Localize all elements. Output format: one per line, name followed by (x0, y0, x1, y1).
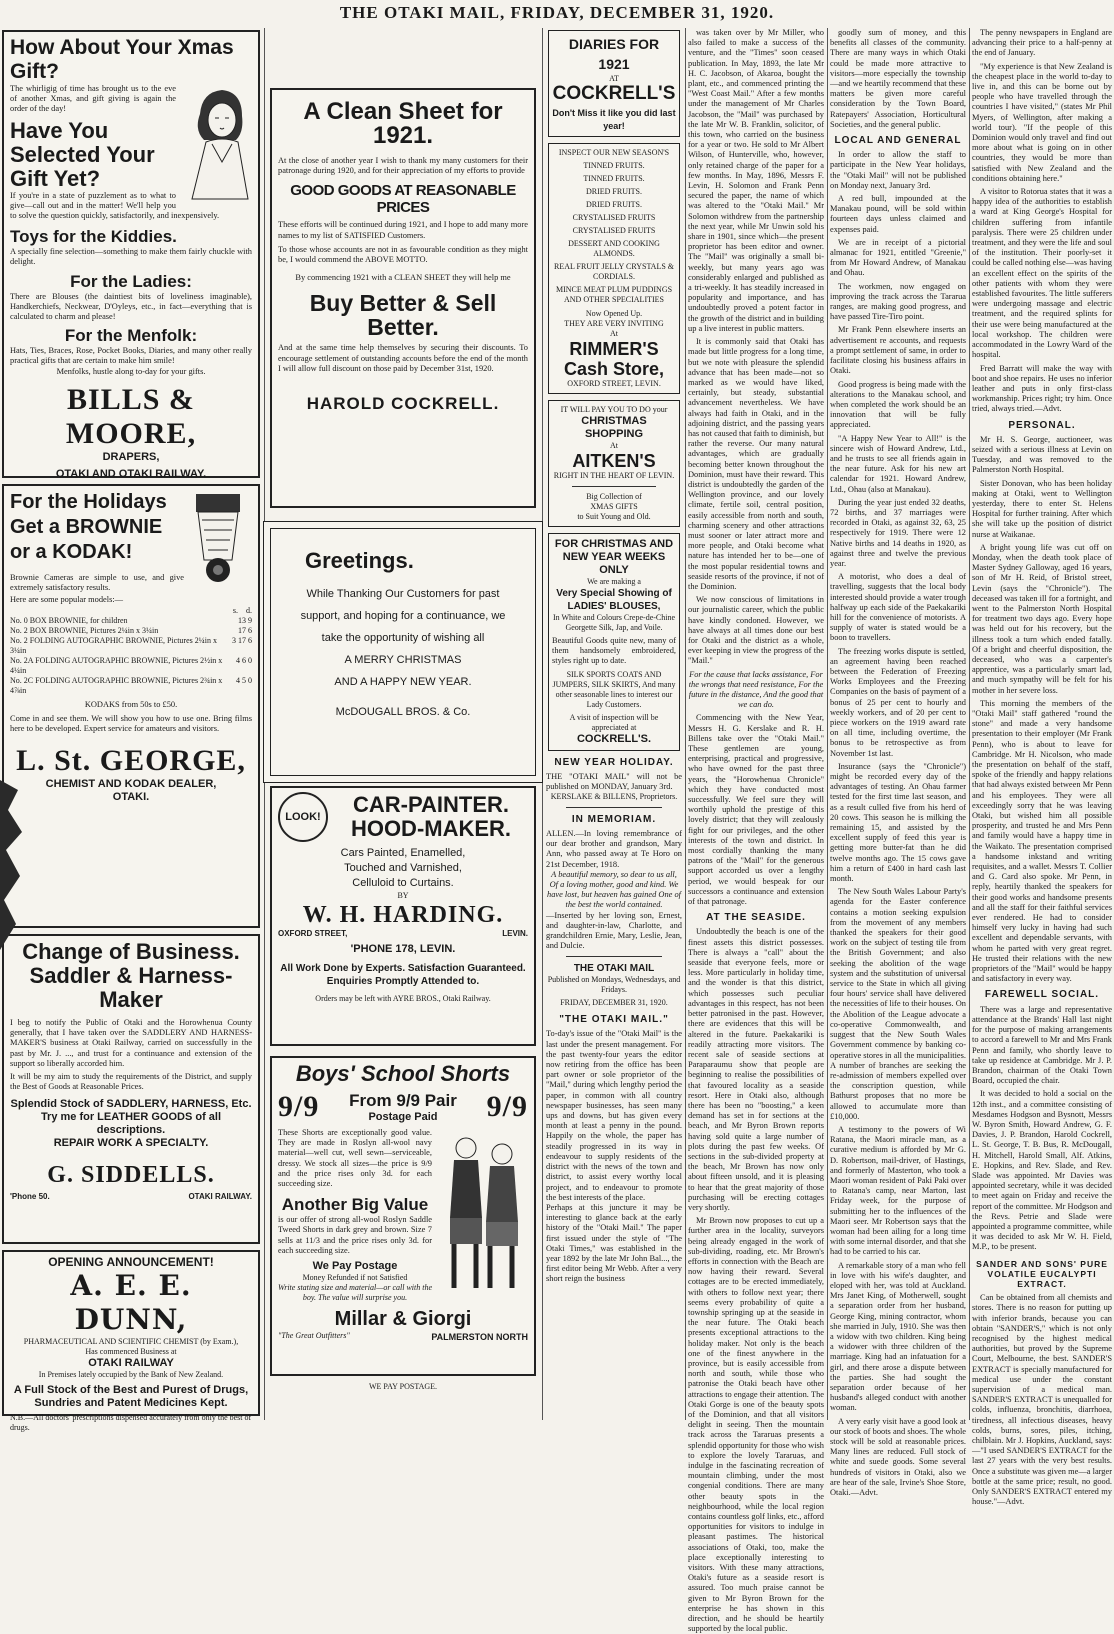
editorial-heading: "THE OTAKI MAIL." (559, 1014, 669, 1026)
harding-enquiries: Enquiries Promptly Attended to. (326, 976, 480, 987)
rimmer-store: Cash Store, (563, 359, 665, 379)
divider (566, 807, 662, 808)
personal-heading: PERSONAL. (1008, 419, 1076, 431)
column-rule (264, 28, 265, 1420)
harding-advert (270, 786, 536, 1046)
rimmer-item: DRIED FRUITS. (585, 187, 642, 196)
mcdougall-greetings-advert (270, 528, 536, 776)
camera-model-name: No. 2A FOLDING AUTOGRAPHIC BROWNIE, Pictures 2½in x 4¼in (10, 655, 223, 675)
millar-giorgi-advert (270, 1056, 536, 1376)
page-footer: WE PAY POSTAGE. (368, 1382, 438, 1391)
diaries-miss: Don't Miss it like you did last year! (552, 108, 676, 131)
col-pence: d. (246, 605, 252, 615)
column-1 (0, 28, 262, 1432)
article-para: A motorist, who does a deal of travelling, suggests that the local body interested should provide a water trough halfway up each side of the Paekakariki hill for the convenience of motorists. A supply of water is stated would be a boon to travellers. (830, 572, 966, 643)
price-postage: Postage Paid (368, 1110, 438, 1123)
dunn-stock: A Full Stock of the Best and Purest of Drugs, Sundries and Patent Medicines Kept. (13, 1384, 249, 1409)
harding-line-3: Celluloid to Curtains. (352, 877, 454, 889)
siddells-footer (10, 1192, 252, 1202)
advert-motto: Buy Better & Sell Better. (309, 290, 497, 341)
article-para: A red bull, impounded at the Manakau pound, will be sold within fourteen days unless claimed and expenses paid. (830, 194, 966, 234)
camera-model-price: 13 9 (238, 615, 252, 625)
article-para: Insurance (says the "Chronicle") might be recorded every day of the advantages of testing. An Ohau farmer tested for the first time last season, and as a result culled five from his herd of 20 cows. This season he is milking the remaining 15, and assisted by the excellent supply of feed this year is getting more butter-fat than he did twelve months ago. The 15 cows gave him a return of £400 in hard cash last month. (830, 761, 966, 884)
price-right: 9/9 (486, 1090, 528, 1123)
rimmer-at: At (610, 329, 618, 338)
cockrell-clean-sheet-advert (270, 88, 536, 508)
leather-line: Try me for LEATHER GOODS of all descriptions. (40, 1111, 222, 1137)
harding-phone: 'PHONE 178, LEVIN. (350, 943, 456, 955)
boys-illustration (438, 1128, 528, 1298)
camera-price-list (10, 616, 252, 696)
article-para: Can be obtained from all chemists and stores. There is no reason for putting up with inferior brands, because you can obtain "SANDER'S," which is not only recognised by the highest medical authorities, but proved by the Supreme Court, Melbourne, the best. SANDER'S EXTRACT is specially manufactured for medical use under the constant supervision of a medical man. SANDER'S EXTRACT is unequalled for colds, influenza, bronchitis, diarrhoea, tiredness, all infectious diseases, heavy colds, burns, sores, piles, itching, chilblain. Mr J. Hopkins, Auckland, says:—"I used SANDER'S EXTRACT for the last 27 years with the very best results. Once a substitute was given me—a larger bottle at the same price; result, no good. Only SANDER'S EXTRACT entered my house."—Advt. (972, 1293, 1112, 1507)
advert-headline: How About Your Xmas Gift? (10, 36, 234, 83)
article-para: "My experience is that New Zealand is the cheapest place in the world to-day to live in, and this can be borne out by people who have travelled through the countries I have visited," (states Mr Phil Myers, of Wellington, after making a world tour). "If the people of this Dominion would only travel and find out more about what is going on in other countries, they would be more than satisfied with New Zealand and the conditions obtaining here." (972, 61, 1112, 183)
greeting-line-5: AND A HAPPY NEW YEAR. (334, 676, 472, 688)
column-rule (969, 28, 970, 1420)
rimmer-item: TINNED FRUITS. (583, 161, 645, 170)
aitken-advert (548, 400, 680, 527)
advert-outro: Come in and see them. We will show you how to use one. Bring films here to be developed. Expert service for amateurs and visitors. (10, 713, 252, 734)
millar-refund: Money Refunded if not Satisfied (302, 1273, 408, 1283)
memoriam-heading: IN MEMORIAM. (571, 814, 657, 826)
article-para: Mr H. S. George, auctioneer, was seized with a serious illness at Levin on Tuesday, and was removed to the Palmerston North Hospital. (972, 434, 1112, 475)
rimmer-opened: Now Opened Up. (585, 309, 643, 318)
article-para: Sister Donovan, who has been holiday making at Otaki, went to Wellington yesterday, there to enter St. Helens Hospital for further training. After which she will take up the position of district nurse at Waikanae. (972, 478, 1112, 539)
rimmer-items (552, 161, 676, 305)
diaries-name: COCKRELL'S (552, 83, 676, 104)
article-para: The freezing works dispute is settled, an agreement having been reached between the Federation of Freezing Works Employees and the Freezing Companies on the basis of payment of a bonus of 25 per cent to hourly and weekly workers, and of 20 per cent to piece workers on the 1919 award rate on all time, including overtime, the bonus to be retrospective as from November 1st last. (830, 646, 966, 758)
millar-town: PALMERSTON NORTH (431, 1332, 528, 1343)
ladies-heading: For the Ladies: (70, 271, 192, 291)
rimmer-inviting: THEY ARE VERY INVITING (564, 319, 664, 328)
article-para: A bright young life was cut off on Monday, when the death took place of Master Sydney Galloway, aged 16 years, son of Mr H. Reid, of Bristol street, Levin (says the "Chronicle"). The deceased was taken ill for a fortnight, and went to the Palmerston North Hospital for treatment two days ago. Every hope was held out for his recovery, but the illness took a turn which ended fatally. Of a bright and cheerful disposition, the deceased, who was a carpenter's apprentice, was a particularly smart lad, and much sympathy will be felt for his mother in her severe loss. (972, 542, 1112, 695)
repair-line: REPAIR WORK A SPECIALTY. (53, 1137, 209, 1150)
aitken-name: AITKEN'S (572, 451, 656, 471)
column-4 (688, 28, 824, 1634)
sander-heading: SANDER AND SONS' PURE VOLATILE EUCALYPTI EXTRACT. (976, 1258, 1108, 1289)
harding-line-1: Cars Painted, Enamelled, (340, 847, 466, 859)
aitken-big: Big Collection of (586, 492, 642, 501)
memoriam-verse: A beautiful memory, so dear to us all, Of a loving mother, good and kind. We have lost, but heaven has gained One of the best the world contained. (547, 869, 681, 910)
article-para: A visitor to Rotorua states that it was a happy idea of the authorities to establish a ward at King George's Hospital for children suffering from infantile paralysis. There were 25 children under treatment, and they were the life and soul of the institution. Their poorly-set it could be called nothing else—was having an excellent effect on the spirits of the other patients with whom they were established favourites. The little sufferers were undergoing massage and electric treatment, and the required splints for their use were being manufactured at the local workshop. The children were accommodated in the Lowry Ward of the hospital. (972, 187, 1112, 360)
aitken-gifts: XMAS GIFTS (590, 502, 638, 511)
blouses-advert (548, 533, 680, 751)
advert-para-4: By commencing 1921 with a CLEAN SHEET they will help me (295, 273, 511, 283)
article-para: goodly sum of money, and this benefits all classes of the community. There are many ways in which Otaki could be made more attractive to visitors—more especially the township—and we heartily recommend that these matters be given more careful consideration by the Town Board, Ratepayers' Association, Horticultural Societies, and the general public. (830, 28, 966, 129)
woman-illustration (182, 84, 252, 199)
col-shillings: s. (232, 605, 238, 615)
mail-heading: THE OTAKI MAIL (573, 963, 655, 975)
advert-headline: A Clean Sheet for 1921. (303, 98, 503, 149)
article-verse: For the cause that lacks assistance, For the wrongs that need resistance, For the future in the distance, And the good that we can do. (688, 669, 824, 710)
price-left: 9/9 (278, 1090, 320, 1123)
rimmer-item: MINCE MEAT PLUM PUDDINGS AND OTHER SPECIALITIES (555, 285, 673, 304)
greeting-line-3: take the opportunity of wishing all (321, 632, 485, 644)
article-para: We now conscious of limitations in our journalistic career, which the public have kindly condoned. However, we have always at all times done our best for Otaki and the district as a whole, ever keeping in view the progress of the "Mail." (688, 595, 824, 666)
advert-subheadline: Saddler & Harness-Maker (29, 963, 233, 1012)
harding-name: W. H. HARDING. (302, 902, 504, 928)
dunn-has: Has commenced Business at (85, 1347, 177, 1356)
greeting-line-1: While Thanking Our Customers for past (306, 588, 500, 600)
camera-price-row (10, 676, 252, 696)
column-6 (972, 28, 1112, 1507)
advert-subheadline: GOOD GOODS AT REASONABLE PRICES (290, 182, 516, 217)
advert-headline: For the Holidays Get a BROWNIE or a KODAK! (10, 491, 167, 563)
advert-subheadline: HOOD-MAKER. (350, 816, 512, 841)
rimmer-address: OXFORD STREET, LEVIN. (567, 379, 661, 388)
stock-line: Splendid Stock of SADDLERY, HARNESS, Etc. (10, 1098, 252, 1111)
dunn-name: A. E. E. DUNN, (70, 1269, 192, 1336)
st-george-advert (2, 484, 260, 928)
advert-headline: CAR-PAINTER. (352, 792, 510, 817)
mail-date: FRIDAY, DECEMBER 31, 1920. (560, 998, 668, 1008)
dunn-place: OTAKI RAILWAY (88, 1357, 174, 1369)
camera-model-price: 3 17 6 (232, 635, 252, 645)
column-3 (546, 28, 682, 1420)
models-heading: Here are some popular models:— (10, 595, 124, 605)
siddells-name: G. SIDDELLS. (47, 1162, 215, 1189)
aitken-right: RIGHT IN THE HEART OF LEVIN. (553, 471, 675, 480)
advert-intro: Brownie Cameras are simple to use, and give extremely satisfactory results. (10, 573, 184, 593)
blouses-showing: Very Special Showing of LADIES' BLOUSES, (556, 588, 672, 612)
holiday-text: THE "OTAKI MAIL" will not be published on MONDAY, January 3rd. (546, 771, 682, 791)
st-george-place: OTAKI. (112, 791, 150, 804)
article-para: The workmen, now engaged on improving the track across the Tararua ranges, are making good progress, and have passed Tire-Tiro point. (830, 281, 966, 322)
advert-subheadline: Have You Selected Your Gift Yet? (10, 117, 155, 191)
camera-illustration (188, 490, 252, 590)
price-banner (278, 1090, 528, 1124)
column-rule (827, 28, 828, 1420)
column-rule (542, 28, 543, 1420)
rimmer-item: TINNED FRUITS. (583, 174, 645, 183)
siddells-place: OTAKI RAILWAY. (188, 1192, 252, 1202)
article-para: In order to allow the staff to participate in the New Year holidays, the "Otaki Mail" will not be published on Monday next, January 3rd. (830, 150, 966, 190)
article-para: "A Happy New Year to All!" is the sincere wish of Howard Andrew, Ltd., and he trusts to see all friends again in the near future. Ask for his new art calendar for 1921. Howard Andrew, Ltd., Ohau (also at Manakau). (830, 433, 966, 494)
millar-name: Millar & Giorgi (334, 1308, 472, 1331)
dunn-role: PHARMACEUTICAL AND SCIENTIFIC CHEMIST (by Exam.), (23, 1337, 239, 1346)
bills-moore-name: BILLS & MOORE, (65, 382, 197, 450)
camera-price-row (10, 636, 252, 656)
masthead: THE OTAKI MAIL, FRIDAY, DECEMBER 31, 1920. (339, 3, 775, 22)
millar-subheadline: Another Big Value (281, 1195, 429, 1215)
aitken-suit: to Suit Young and Old. (577, 512, 651, 521)
column-rule (685, 28, 686, 1420)
greeting-line-4: A MERRY CHRISTMAS (344, 654, 462, 666)
article-para: During the year just ended 32 deaths, 72 births, and 37 marriages were recorded in Otaki, as against 32, 63, 25 respectively for 1919. There were 12 Native births and 14 deaths in 1920, as against three and twelve the previous year. (830, 497, 966, 568)
farewell-heading: FAREWELL SOCIAL. (984, 989, 1100, 1001)
advert-headline: FOR CHRISTMAS AND NEW YEAR WEEKS ONLY (554, 538, 674, 576)
dunn-advert (2, 1250, 260, 1432)
blouses-para-1: Beautiful Goods quite new, many of them handsomely embroidered, styles right up to date. (552, 636, 676, 666)
advert-para-3: To those whose accounts are not in as favourable condition as they might be, I would commend the ABOVE MOTTO. (278, 244, 528, 265)
article-para: was taken over by Mr Miller, who also failed to make a success of the venture, and the "Times" soon ceased publication. In May, 1893, the late Mr H. C. Jacobson, of Akaroa, bought the plant, etc., and commenced printing the "West Coast Mail." After a few months under the management of Mr Charles Jacobson, the "Mail" was purchased by the late Mr W. B. Franklin, solicitor, of this town, who carried on the business for a year or two. He sold to Mr Albert Wilson, of Hunterville, who, however, only retained charge of the paper for a few months. In May, 1896, Messrs F. Levin, H. Solomon and Frank Penn secured the paper, the name of which was altered to the "Otaki Mail." Mr Solomon withdrew from the partnership the next year, while Mr Unwin sold his share in 1901, since which—the present proprietor has been editor and owner. The "Mail" was originally a small bi-weekly, but many years ago was considerably enlarged and published as a tri-weekly. It has steadily increased in popularity and importance, and has undoubtedly proved a potent factor in the growth of the district and in building up a live interest in public matters. (688, 28, 824, 333)
millar-para-2: is our offer of strong all-wool Roslyn Saddle Tweed Shorts in dark grey and brown. Size 7 sells at 11/3 and the price rises only 3d. for each succeeding size. (278, 1215, 432, 1255)
harding-street: OXFORD STREET, (278, 929, 348, 938)
blouses-making: We are making a (587, 577, 641, 586)
camera-price-row (10, 616, 252, 626)
advert-intro: The whirligig of time has brought us to the eve of another Xmas, and gift giving is again the order of the day! (10, 84, 176, 114)
siddells-phone: 'Phone 50. (10, 1192, 50, 1202)
bills-moore-place: OTAKI AND OTAKI RAILWAY. (55, 467, 207, 480)
cockrell-name: HAROLD COCKRELL. (306, 394, 500, 414)
advert-para-5: And at the same time help themselves by securing their discounts. To encourage settlement of outstanding accounts before the end of the month I will allow full discount on those paid by December 31st, 1920. (278, 343, 528, 373)
rimmer-item: DESSERT AND COOKING ALMONDS. (568, 239, 660, 258)
harding-address (278, 929, 528, 939)
article-para: This morning the members of the "Otaki Mail" staff gathered "round the stone" and made a very handsome presentation to their employer (Mr Frank Penn), who is about to leave for Cambridge. Mr H. Nicolson, who made the presentation on behalf of the staff, spoke of the friendly and happy relations that had always existed between Mr Penn and his employees. They were all exceedingly sorry that he was leaving Otaki, but wished him all possible prosperity, and trusted he and Mrs Penn and family would have a happy time in the Waikato. The presentation comprised a handsome inkstand and writing requisites, and a wallet. Messrs T. Collier and G. Card also spoke. Mr Penn, in reply, heartily thanked the speakers for their good works and handsome presents and all the staff for their faithful services ever rendered. He had to consider himself very lucky in having had such excellent and dependable servants, with whom he parted with very great regret. He trusted their relations with the new proprietors of the "Mail" would be happy and satisfactory in every way. (972, 698, 1112, 984)
rimmer-name: RIMMER'S (569, 339, 659, 359)
camera-model-name: No. 2C FOLDING AUTOGRAPHIC BROWNIE, Pictures 2¾in x 4⅞in (10, 675, 223, 695)
article-para: The penny newspapers in England are advancing their price to a half-penny at the end of January. (972, 28, 1112, 58)
harding-header (278, 792, 528, 842)
millar-text (278, 1128, 432, 1303)
seaside-heading: AT THE SEASIDE. (706, 912, 806, 924)
harding-orders: Orders may be left with AYRE BROS., Otaki Railway. (315, 994, 491, 1003)
price-from: From 9/9 Pair (349, 1090, 457, 1110)
advert-body: I beg to notify the Public of Otaki and the Horowhenua County generally, that I have taken over the SADDLERY AND HARNESS-MAKER'S business at Otaki Railway, carried on successfully in the past by Mr. J. ..., and trust for a continuance and extension of the support so liberally accorded him. (10, 1018, 252, 1068)
mail-published: Published on Mondays, Wednesdays, and Fridays. (547, 975, 681, 995)
mcdougall-name: McDOUGALL BROS. & Co. (335, 706, 471, 718)
rimmer-item: CRYSTALISED FRUITS (572, 226, 656, 235)
bills-moore-advert (2, 30, 260, 478)
price-middle (349, 1091, 457, 1124)
harding-by: BY (397, 891, 409, 900)
blouses-white: In White and Colours Crepe-de-Chine Georgette Silk, Jap, and Voile. (552, 613, 676, 632)
diaries-advert (548, 30, 680, 137)
editorial-para-1: To-day's issue of the "Otaki Mail" is the last under the present management. For the past twenty-four years the editor now retiring from the office has been part owner or sole proprietor of the "Mail," during which lengthy period the paper, in common with all country newspaper businesses, has seen many ups and downs, but has given every month at least a penny in the pound. Happily on the whole, the paper has steadily progressed in its way in endeavour to supply residents of the district with the news of the town and district, to assist every worthy local project, and to endeavour to promote the best interests of the place. (546, 1029, 682, 1202)
article-para: Commencing with the New Year, Messrs H. G. Kerslake and R. H. Billens take over the "Otaki Mail." These gentlemen are young, enterprising, practical and progressive, who have owned for the past three years, the "Horowhenua Chronicle" which they have conducted most successfully. We feel sure they will worthily uphold the prestige of this lovely district; that they will zealously fight for our privileges, and the other interests of the town and district. In most cordially thanking the many patrons of the "Mail" for the generous support accorded us over a lengthy period, we would bespeak for our successors a continuance and extension of that patronage. (688, 713, 824, 907)
advert-para-1: At the close of another year I wish to thank my many customers for their patronage during 1920, and for their appreciation of my efforts to provide (278, 156, 528, 176)
article-para: Good progress is being made with the alterations to the Manakau school, and when completed the work should be an innovation that will be fully appreciated. (830, 379, 966, 430)
blouses-para-3: A visit of inspection will be appreciated at (569, 712, 659, 732)
rimmer-advert (548, 143, 680, 394)
rimmer-item: DRIED FRUITS. (585, 200, 642, 209)
st-george-role: CHEMIST AND KODAK DEALER, (45, 778, 217, 791)
camera-model-name: No. 2 FOLDING AUTOGRAPHIC BROWNIE, Pictures 2¼in x 3¼in (10, 635, 217, 655)
aitken-shopping: CHRISTMAS SHOPPING (581, 415, 647, 440)
millar-body (278, 1128, 528, 1303)
divider (566, 956, 662, 957)
advert-headline: OPENING ANNOUNCEMENT! (48, 1255, 214, 1269)
harding-work: All Work Done by Experts. Satisfaction Guaranteed. (280, 963, 526, 974)
advert-body: If you're in a state of puzzlement as to what to give—call out and in the matter! We'll help you to solve the question quickly, satisfactorily, and inexpensively. (10, 190, 220, 221)
article-para: It was decided to hold a social on the 12th inst., and a committee consisting of Mesdames Hodgson and Bysnott, Messrs W. Byron Smith, Howard Andrew, G. F. Davies, J. P. Brandon, Harold Cockrell, L. St. George, T. B. Bus, R. McDougall, H. Mitchell, Harold Small, Alf. Atkins, E. Hopkins, and Rev. Slade, and Rev. Slade was appointed. Mr Davies was appointed secretary, while it was decided to meet again on Friday and receive the report of the committee. Mr Hodgson and the Revs. Petrie and Slade were appointed a programme committee, while it was decided to ask Mr W. H. Field, M.P., to be present. (972, 1089, 1112, 1252)
camera-model-price: 17 6 (238, 625, 252, 635)
advert-headline: Boys' School Shorts (295, 1061, 511, 1086)
dunn-premises: In Premises lately occupied by the Bank of New Zealand. (38, 1370, 224, 1379)
menfolk-text-2: Menfolks, hustle along to-day for your gifts. (56, 366, 206, 376)
bills-moore-drapers: DRAPERS, (102, 450, 160, 463)
article-para: Undoubtedly the beach is one of the finest assets this district possesses. There is always a "call" about the seaside that everyone feels, more or less. More particularly in holiday time, and the wonder is that this district, which possesses such peculiar advantages in this respect, has not been better patronised in the past. However, there are evidences that this will be altered in the future. Paekakariki is readily attracting more visitors. The recent sale of seaside sections at Paraparaumu show that people are beginning to realise the possibilities of that favoured locality as a seaside resort. Here in Otaki also, although there has been no "boosting," a keen demand has set in for sections at the beach, and Mr Byron Brown reports having sold quite a large number of plots during the past few weeks. Of sections in the sub-divided property at the beach, Mr Brown has now only about fifteen unsold, and it is pleasing to hear that the great majority of those purchasing will be erecting cottages very shortly. (688, 927, 824, 1212)
article-para: A testimony to the powers of Wi Ratana, the Maori miracle man, as a curative medium is afforded by Mr G. D. Robertson, mail-driver, of Hastings, and formerly of Masterton, who took a Maori woman resident of Paki Paki over to Ratana's camp, near Marton, last Friday week, for the purpose of submitting her to the influences of the Maori seer. Mr Robertson says that the woman had been ailing for a long time with some internal disorder, and that she had to be carried to his car. (830, 1124, 966, 1257)
rimmer-item: CRYSTALISED FRUITS (572, 213, 656, 222)
dunn-rx: N.B.—All doctors' prescriptions dispensed accurately from only the best of drugs. (10, 1413, 252, 1432)
greeting-line-2: support, and hoping for a continuance, we (300, 610, 506, 622)
price-column-header (10, 606, 252, 616)
millar-footer (278, 1331, 528, 1344)
advert-body-2: It will be my aim to study the requirements of the District, and supply the Best of Goods at Reasonable Prices. (10, 1072, 252, 1092)
holiday-proprietors: KERSLAKE & BILLENS, Proprietors. (550, 792, 678, 802)
harding-titles (334, 793, 528, 841)
editorial-para-2: Perhaps at this juncture it may be interesting to glance back at the early history of the "Otaki Mail." The paper first issued under the style of "The Otaki Times," was established in the year 1892 by the late Mr John Bal..., the first editor being Mr Webb. After a very short reign the business (546, 1202, 682, 1284)
article-para: A very early visit have a good look at our stock of boots and shoes. The whole stock will be sold at reasonable prices. Many lines are reduced. Full stock of white and suede goods. Some several hundreds of visitors in Otaki, also we are hear of the sale, Irvine's Shoe Store, Otaki.—Advt. (830, 1416, 966, 1498)
blouses-para-2: SILK SPORTS COATS AND JUMPERS, SILK SKIRTS, And many other seasonable lines to interest our Lady Customers. (552, 669, 676, 709)
aitken-at: At (610, 441, 618, 450)
column-5 (830, 28, 966, 1498)
millar-para-1: These Shorts are exceptionally good value. They are made in Roslyn all-wool navy material—well cut, well sewn—serviceable, dressy. We stock all sizes—the price is 9/9 and the price rises only 3d. for each succeeding size. (278, 1128, 432, 1189)
advert-headline: DIARIES FOR 1921 (568, 36, 660, 72)
article-para: Fred Barratt will make the way with boot and shoe repairs. He uses no inferior leather and puts in only first-class workmanship. Prices right; try him. Once tried, always tried.—Advt. (972, 363, 1112, 414)
diaries-at: AT (609, 74, 619, 83)
harding-line-2: Touched and Varnished, (344, 862, 462, 874)
blouses-name: COCKRELL'S. (576, 732, 652, 745)
rimmer-item: REAL FRUIT JELLY CRYSTALS & CORDIALS. (553, 262, 675, 281)
camera-price-row (10, 626, 252, 636)
holiday-heading: NEW YEAR HOLIDAY. (554, 756, 674, 768)
memoriam-para-1: ALLEN.—In loving remembrance of our dear brother and grandson, Mary Ann, who passed away at Te Horo on 21st December, 1918. (546, 829, 682, 869)
toys-heading: Toys for the Kiddies. (10, 227, 177, 247)
article-para: It is commonly said that Otaki has made but little progress for a long time, but we note with pleasure the splendid advance that has been made—not so marked as we would have liked, certainly, but steady, substantial advancement nevertheless. We have always had faith in Otaki, and in the adjoining district, and the passing years has not caused that faith to diminish, but rather the reverse. Our many natural advantages, which are gradually becoming better known throughout the Dominion, must have their reward. This district is undoubtedly the garden of the Wellington province, and our lovely climate, fertile soil, central position, easily accessible from north and south, charming scenery and other attractions must sooner or later attract more and more people, and Otaki become what nature has intended her to be—one of the most popular residential towns and seaside resorts of the province, if not of the Dominion. (688, 337, 824, 591)
camera-model-price: 4 6 0 (236, 655, 252, 665)
divider (572, 486, 656, 487)
kodaks-line: KODAKS from 50s to £50. (84, 699, 178, 709)
advert-headline: Change of Business. (22, 939, 240, 964)
torn-paper-edge (0, 780, 30, 950)
ladies-text: There are Blouses (the daintiest bits of loveliness imaginable), Handkerchiefs, Neckwear, D'Oyleys, etc., in fact—everything that is calculated to charm and please! (10, 291, 252, 322)
camera-model-name: No. 0 BOX BROWNIE, for children (10, 615, 128, 625)
harding-town: LEVIN. (502, 929, 528, 938)
advert-para-2: These efforts will be continued during 1921, and I hope to add many more names to my list of SATISFIED Customers. (278, 220, 528, 240)
memoriam-para-3: —Inserted by her loving son, Ernest, and daughter-in-law, Charlotte, and grandchildren Ernie, Mary, Leslie, Jean, and Dulcie. (546, 910, 682, 951)
article-para: We are in receipt of a pictorial almanac for 1921, entitled "Greenie," from Mr Howard Andrew, of Manakau and Ohau. (830, 237, 966, 278)
millar-pay: We Pay Postage (312, 1260, 398, 1273)
camera-model-name: No. 2 BOX BROWNIE, Pictures 2¼in x 3¼in (10, 625, 159, 635)
article-para: Mr Brown now proposes to cut up a further area in the locality, surveyors being already engaged in the work of sub-dividing, roading, etc. Mr Brown's efforts in connection with the Beach are now having their reward. Several cottages are to be erected immediately, with others to follow next year; there seems every probability of quite a township springing up at the seaside in the near future. The Otaki beach presents exceptional attractions to the holiday maker. Not only is the beach one of the finest anywhere in the province, but is easily accessible from north and south, while those who patronise the Otaki beach have other attractions to engage their attention. The Otaki Gorge is one of the beauty spots of the Dominion, and that all visitors delight in seeing. Then the mountain track across the Tararuas presents a splendid opportunity for those who wish to explore the lovely Tararuas, and indulge in the fascinating recreation of mountain climbing, under the most congenial conditions. There are many other beauty spots in the neighbourhood, while the local region contains countless golf links, etc., afford opportunities for visitors to indulge in pleasant pastimes. The historical associations of Otaki, too, make the place exceptionally interesting to visitors. With these many attractions, Otaki's future as a seaside resort is assured. Too much praise cannot be given to Mr Byron Brown for the enterprise he has shown in this direction, and he should be heartily supported by the local public. (688, 1216, 824, 1634)
menfolk-heading: For the Menfolk: (64, 326, 198, 346)
article-para: A remarkable story of a man who fell in love with his wife's daughter, and eloped with her, was told at Auckland. Mrs Janet King, of Motherwell, sought a separation order from her husband, George King, mining contractor, whom she married in July, 1910. She was then a widow with two children. King being a widower with three children of the marriage. King had an infatuation for a girl, and there arose a dispute between the parties. She had sought the separation order because of her husband's alleged conduct with another woman. (830, 1260, 966, 1413)
article-para: There was a large and representative attendance at the Brands' Hall last night for the purpose of making arrangements to accord a farewell to Mr and Mrs Frank Penn and family, who shortly leave to take up residence at Cambridge. Mr J. P. Brandon, chairman of the Otaki Town Board, occupied the chair. (972, 1004, 1112, 1086)
look-badge: LOOK! (278, 792, 328, 842)
column-2 (268, 28, 538, 1420)
article-para: The New South Wales Labour Party's agenda for the Easter conference contains a motion seeking expulsion from the movement of any members thanked the speakers for their good work on the subject of testing tile from the British Government; and also seeking the abolition of the wage system and the substitution of universal service to the State in which all giving four hours' service shall have delivered the necessities of life to their houses. On the Abolition of the League advocate a co-operative Commonwealth, and suggest that the New South Wales Government commence by banking co-operative stores in all the municipalities. A number of branches are seeking the re-admission of members expelled over the conscription question, while Bathurst proposes that no more be allowed to accumulate more than £10,000. (830, 887, 966, 1121)
aitken-pay: IT WILL PAY YOU TO DO your (560, 405, 668, 414)
toys-text: A specially fine selection—something to make them fairly chuckle with delight. (10, 247, 252, 267)
millar-tag: "The Great Outfitters" (278, 1331, 350, 1341)
millar-write: Write stating size and material—or call with the boy. The value will surprise you. (278, 1283, 432, 1303)
camera-price-row (10, 656, 252, 676)
siddells-advert (2, 934, 260, 1244)
rimmer-inspect: INSPECT OUR NEW SEASON'S (558, 148, 670, 157)
st-george-name: L. St. GEORGE, (16, 744, 246, 778)
advert-headline: Greetings. (305, 548, 414, 573)
camera-model-price: 4 5 0 (236, 675, 252, 685)
article-para: Mr Frank Penn elsewhere inserts an advertisement re accounts, and requests a prompt settlement of same, in order to facilitate closing his business affairs in Otaki. (830, 325, 966, 376)
menfolk-text: Hats, Ties, Braces, Rose, Pocket Books, Diaries, and many other really practical gifts that are certain to make him smile! (10, 346, 252, 366)
local-general-heading: LOCAL AND GENERAL (834, 135, 962, 147)
